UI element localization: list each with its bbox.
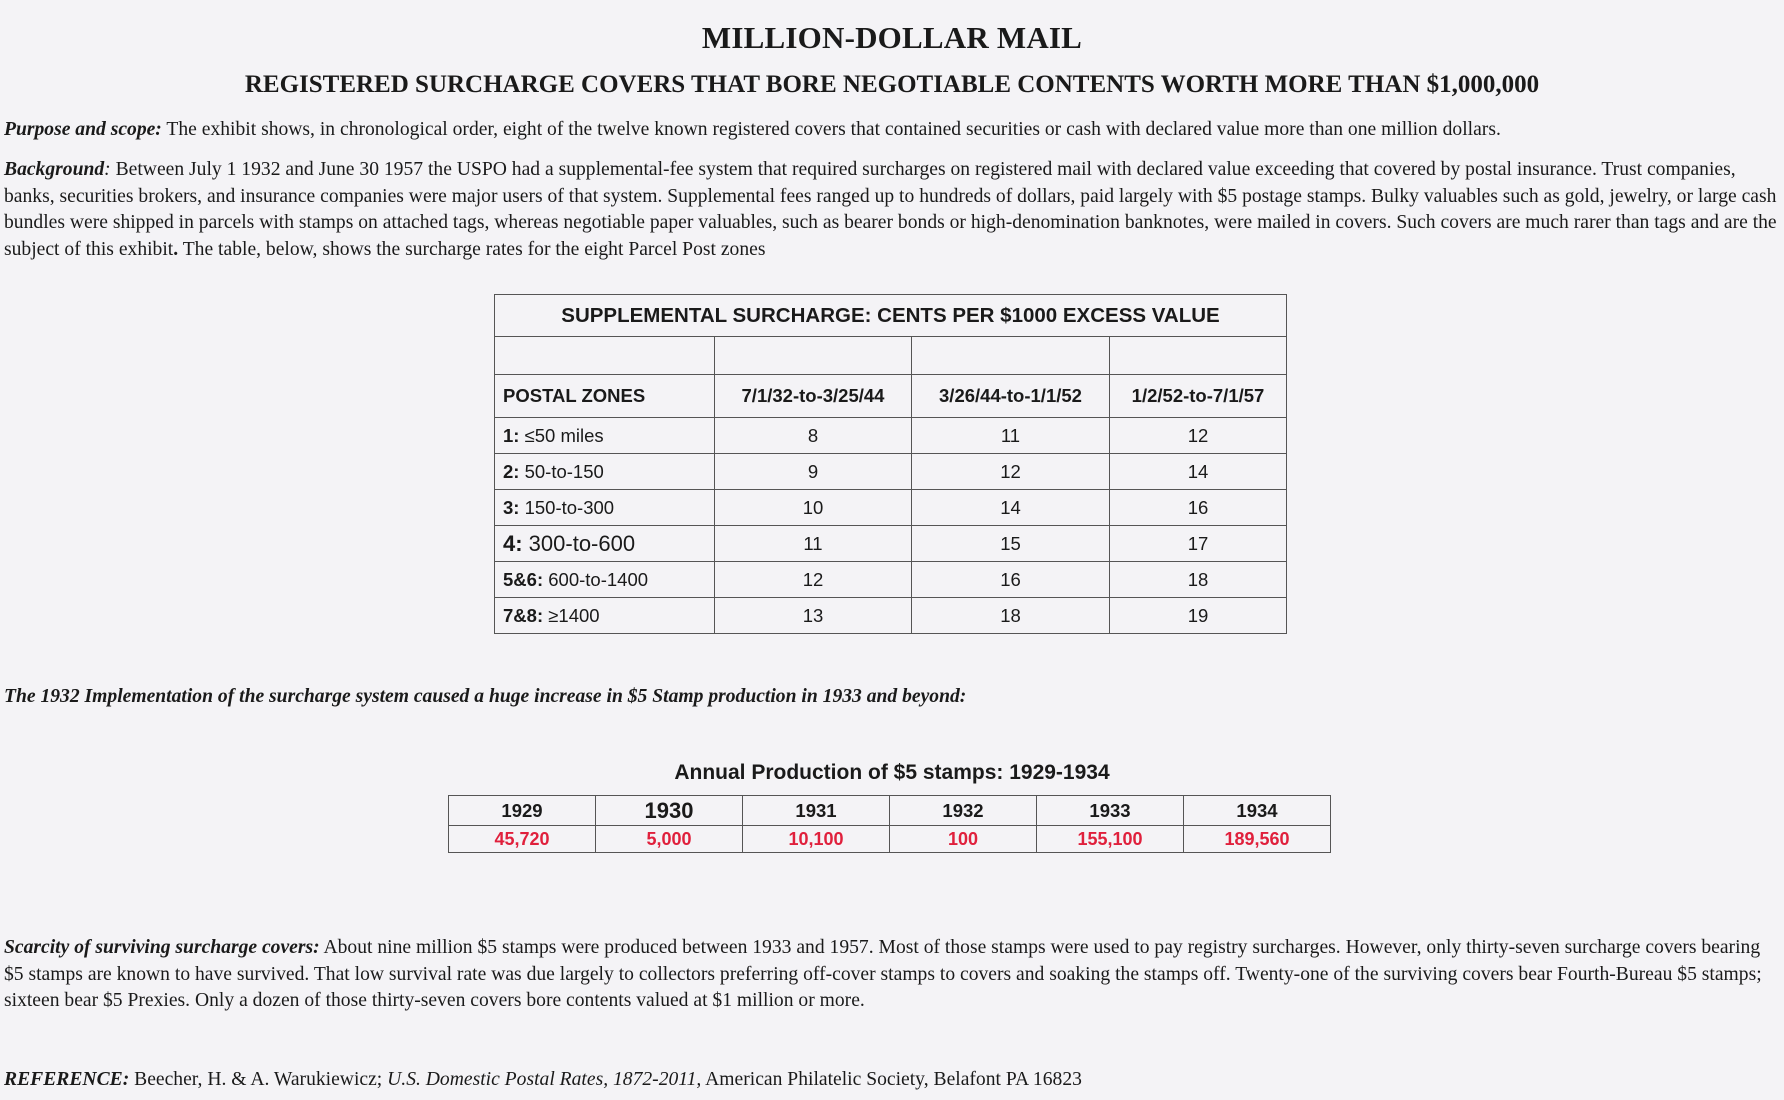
zone-cell bbox=[495, 598, 715, 634]
rate-cell: 17 bbox=[1110, 526, 1287, 562]
rate-cell: 18 bbox=[912, 598, 1110, 634]
rate-cell: 14 bbox=[912, 490, 1110, 526]
year-cell: 1933 bbox=[1037, 796, 1184, 826]
table-row bbox=[495, 562, 1287, 598]
document-subtitle: REGISTERED SURCHARGE COVERS THAT BORE NEGOTIABLE CONTENTS WORTH MORE THAN $1,000,000 bbox=[244, 71, 1540, 98]
table-row bbox=[495, 490, 1287, 526]
reference-work-title: U.S. Domestic Postal Rates, 1872-2011, bbox=[387, 1069, 702, 1090]
purpose-lead: Purpose and scope: bbox=[4, 119, 162, 140]
scarcity-text: About nine million $5 stamps were produced between 1933 and 1957. Most of those stamps were used to pay registry surcharges. However, only thirty-seven surcharge covers bearing $5 stamps are known to have survived. That low survival rate was due largely to collectors preferring off-cover stamps to covers and soaking the stamps off. Twenty-one of the surviving covers bear Fourth-Bureau $5 stamps; sixteen bear $5 Prexies. Only a dozen of those thirty-seven covers bore contents valued at $1 million or more. bbox=[4, 937, 1762, 1011]
rate-cell: 13 bbox=[715, 598, 912, 634]
zone-number: 4: bbox=[503, 530, 523, 556]
production-value-row bbox=[449, 826, 1331, 853]
production-value-cell: 100 bbox=[890, 826, 1037, 853]
table-row bbox=[495, 526, 1287, 562]
table-row bbox=[495, 598, 1287, 634]
table-blank-cell bbox=[912, 337, 1110, 375]
zone-range: ≥1400 bbox=[543, 604, 600, 626]
table-row bbox=[495, 454, 1287, 490]
year-cell: 1932 bbox=[890, 796, 1037, 826]
reference-publisher: American Philatelic Society, Belafont PA 16823 bbox=[701, 1069, 1082, 1090]
zone-number: 2: bbox=[503, 460, 520, 482]
rate-cell: 16 bbox=[1110, 490, 1287, 526]
rate-cell: 12 bbox=[912, 454, 1110, 490]
background-paragraph bbox=[4, 157, 1780, 263]
zone-range: 600-to-1400 bbox=[543, 568, 649, 590]
period-column-header: 1/2/52-to-7/1/57 bbox=[1110, 375, 1287, 418]
rate-cell: 10 bbox=[715, 490, 912, 526]
surcharge-table bbox=[494, 294, 1287, 634]
rate-cell: 12 bbox=[715, 562, 912, 598]
year-cell: 1930 bbox=[596, 796, 743, 826]
zone-cell bbox=[495, 418, 715, 454]
rate-cell: 14 bbox=[1110, 454, 1287, 490]
period-column-header: 7/1/32-to-3/25/44 bbox=[715, 375, 912, 418]
zone-cell bbox=[495, 490, 715, 526]
production-table-title: Annual Production of $5 stamps: 1929-1934 bbox=[674, 761, 1110, 784]
zone-range: 50-to-150 bbox=[519, 460, 604, 482]
background-text: Between July 1 1932 and June 30 1957 the USPO had a supplemental-fee system that required surcharges on registered mail with declared value exceeding that covered by postal insurance. Trust companies, banks, securities brokers, and insurance companies were major users of that system. Supplemental fees ranged up to hundreds of dollars, paid largely with $5 postage stamps. Bulky valuables such as gold, jewelry, or large cash bundles were shipped in parcels with stamps on attached tags, whereas negotiable paper valuables, such as bearer bonds or high-denomination banknotes, were mailed in covers. Such covers are much rarer than tags and are the subject of this exhibit bbox=[4, 159, 1777, 260]
table-blank-cell bbox=[715, 337, 912, 375]
reference-line bbox=[4, 1067, 1780, 1094]
rate-cell: 15 bbox=[912, 526, 1110, 562]
reference-authors: Beecher, H. & A. Warukiewicz; bbox=[129, 1069, 388, 1090]
background-lead: Background bbox=[4, 159, 105, 180]
zone-number: 3: bbox=[503, 496, 520, 518]
zone-range: 150-to-300 bbox=[519, 496, 615, 518]
zone-range: 300-to-600 bbox=[522, 530, 636, 556]
surcharge-table-caption: SUPPLEMENTAL SURCHARGE: CENTS PER $1000 EXCESS VALUE bbox=[495, 295, 1287, 337]
rate-cell: 12 bbox=[1110, 418, 1287, 454]
implementation-note: The 1932 Implementation of the surcharge system caused a huge increase in $5 Stamp production in 1933 and beyond: bbox=[4, 686, 967, 707]
reference-lead: REFERENCE: bbox=[4, 1069, 130, 1090]
rate-cell: 11 bbox=[912, 418, 1110, 454]
rate-cell: 19 bbox=[1110, 598, 1287, 634]
production-value-cell: 155,100 bbox=[1037, 826, 1184, 853]
scarcity-lead: Scarcity of surviving surcharge covers: bbox=[4, 937, 320, 958]
rate-cell: 8 bbox=[715, 418, 912, 454]
purpose-paragraph bbox=[4, 117, 1780, 144]
production-value-cell: 189,560 bbox=[1184, 826, 1331, 853]
rate-cell: 11 bbox=[715, 526, 912, 562]
rate-cell: 9 bbox=[715, 454, 912, 490]
year-cell: 1931 bbox=[743, 796, 890, 826]
rate-cell: 18 bbox=[1110, 562, 1287, 598]
production-value-cell: 45,720 bbox=[449, 826, 596, 853]
scarcity-paragraph bbox=[4, 935, 1780, 1015]
zone-cell bbox=[495, 562, 715, 598]
production-value-cell: 5,000 bbox=[596, 826, 743, 853]
zone-number: 5&6: bbox=[503, 568, 544, 590]
period-column-header: 3/26/44-to-1/1/52 bbox=[912, 375, 1110, 418]
zone-column-header: POSTAL ZONES bbox=[495, 375, 715, 418]
table-blank-cell bbox=[1110, 337, 1287, 375]
production-table bbox=[448, 795, 1331, 853]
background-tail: The table, below, shows the surcharge rates for the eight Parcel Post zones bbox=[178, 238, 766, 260]
table-row bbox=[495, 418, 1287, 454]
background-dot: . bbox=[173, 238, 179, 260]
purpose-text: The exhibit shows, in chronological order, eight of the twelve known registered covers that contained securities or cash with declared value more than one million dollars. bbox=[161, 119, 1501, 140]
rate-cell: 16 bbox=[912, 562, 1110, 598]
document-title: MILLION-DOLLAR MAIL bbox=[701, 20, 1083, 55]
production-value-cell: 10,100 bbox=[743, 826, 890, 853]
production-year-row bbox=[449, 796, 1331, 826]
year-cell: 1929 bbox=[449, 796, 596, 826]
background-colon: : bbox=[104, 159, 111, 180]
zone-cell bbox=[495, 454, 715, 490]
table-blank-cell bbox=[495, 337, 715, 375]
zone-range: ≤50 miles bbox=[519, 424, 604, 446]
year-cell: 1934 bbox=[1184, 796, 1331, 826]
zone-number: 1: bbox=[503, 424, 520, 446]
zone-cell bbox=[495, 526, 715, 562]
zone-number: 7&8: bbox=[503, 604, 544, 626]
